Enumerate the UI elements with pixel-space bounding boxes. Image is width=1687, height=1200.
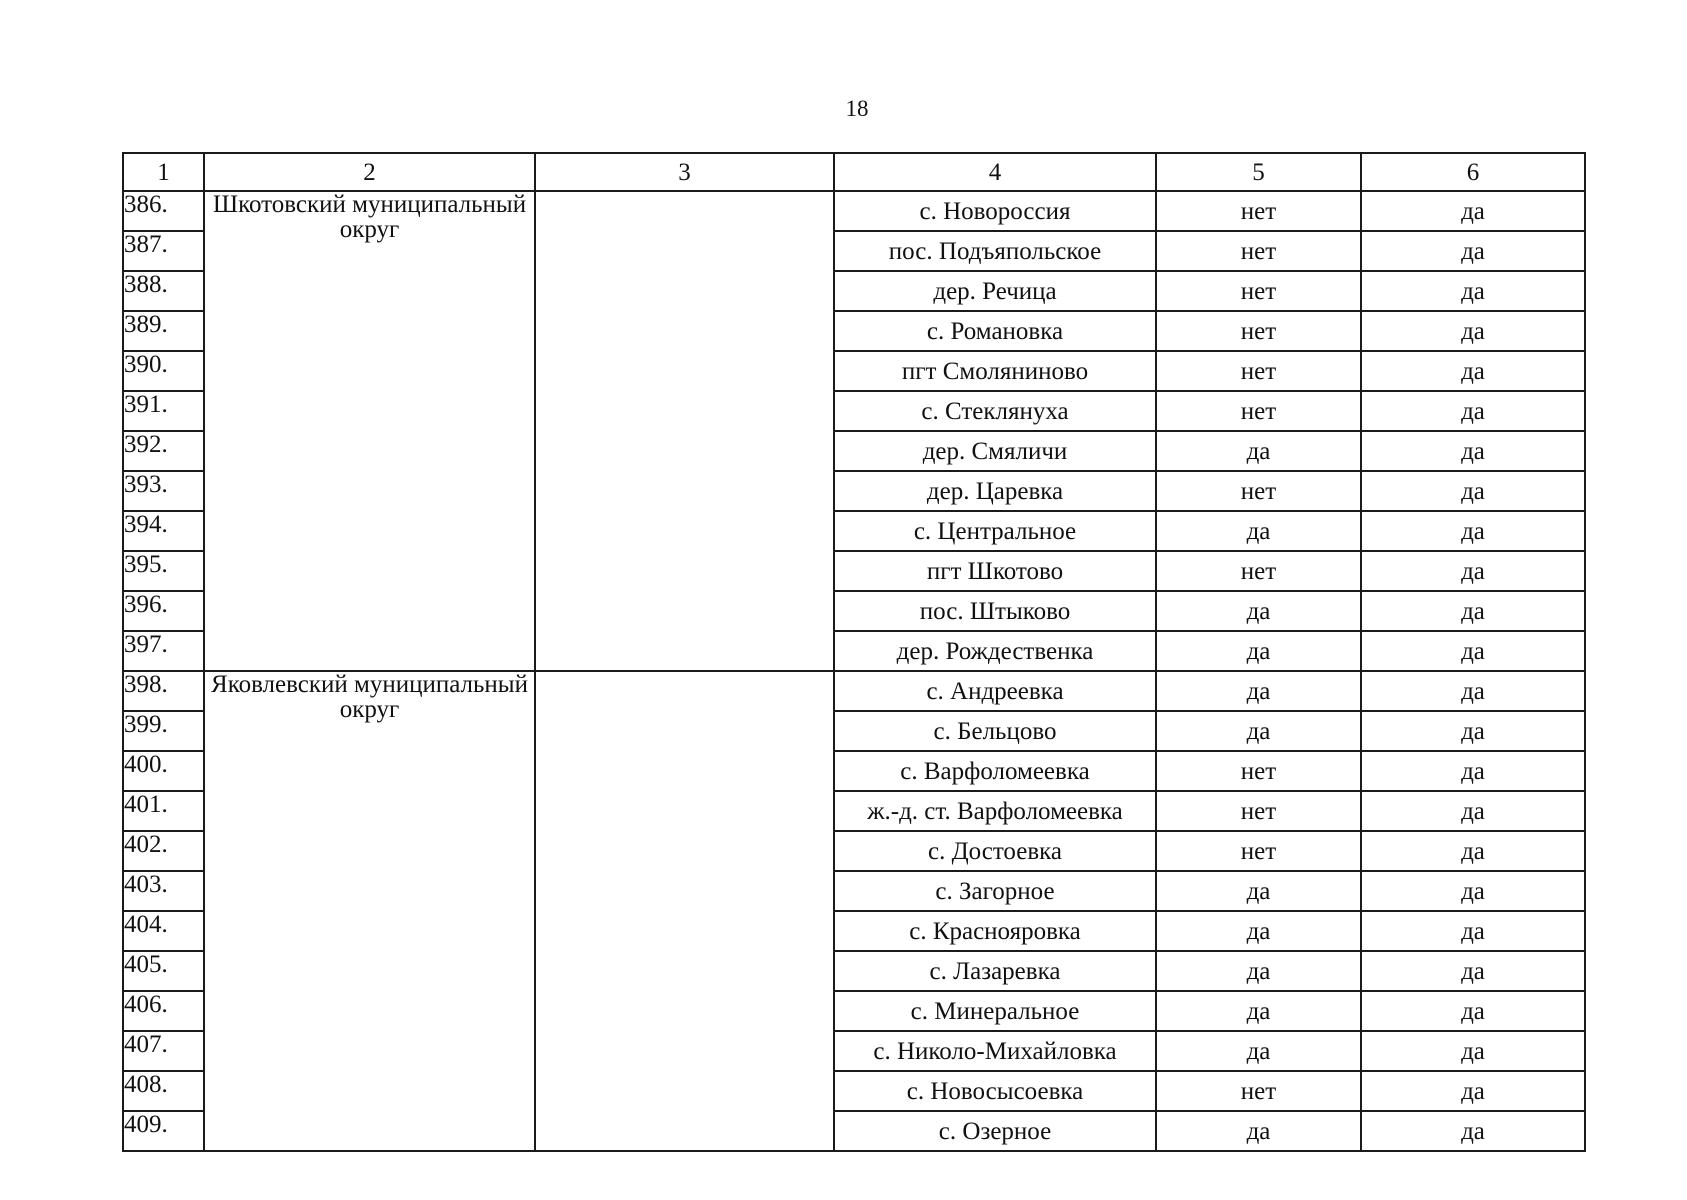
column-6-value: да: [1361, 1031, 1585, 1071]
column-6-value: да: [1361, 431, 1585, 471]
row-number: 396.: [123, 591, 204, 631]
settlement-name: с. Новосысоевка: [834, 1071, 1156, 1111]
settlement-name: пос. Штыково: [834, 591, 1156, 631]
table-row: [123, 671, 1585, 711]
page-number: 18: [845, 96, 869, 121]
settlement-name: с. Романовка: [834, 311, 1156, 351]
settlement-name: с. Лазаревка: [834, 951, 1156, 991]
column-5-value: да: [1156, 1031, 1361, 1071]
settlement-name: с. Варфоломеевка: [834, 751, 1156, 791]
column-5-value: нет: [1156, 791, 1361, 831]
column-5-value: да: [1156, 951, 1361, 991]
settlement-name: с. Бельцово: [834, 711, 1156, 751]
settlement-name: пос. Подъяпольское: [834, 231, 1156, 271]
column-5-value: нет: [1156, 191, 1361, 231]
column-5-value: нет: [1156, 1071, 1361, 1111]
column-6-value: да: [1361, 191, 1585, 231]
header-col-3: 3: [535, 153, 834, 191]
row-number: 386.: [123, 191, 204, 231]
column-6-value: да: [1361, 591, 1585, 631]
column-5-value: да: [1156, 631, 1361, 671]
column-5-value: нет: [1156, 391, 1361, 431]
settlements-table: [122, 152, 1586, 1152]
settlement-name: дер. Речица: [834, 271, 1156, 311]
settlement-name: дер. Рождественка: [834, 631, 1156, 671]
header-col-2: 2: [204, 153, 535, 191]
column-6-value: да: [1361, 471, 1585, 511]
header-col-5: 5: [1156, 153, 1361, 191]
empty-column-3: [535, 671, 834, 1151]
column-5-value: да: [1156, 991, 1361, 1031]
column-5-value: нет: [1156, 271, 1361, 311]
row-number: 399.: [123, 711, 204, 751]
table-body: [123, 191, 1585, 1151]
row-number: 401.: [123, 791, 204, 831]
column-5-value: да: [1156, 1111, 1361, 1151]
column-6-value: да: [1361, 271, 1585, 311]
column-5-value: нет: [1156, 751, 1361, 791]
settlement-name: ж.-д. ст. Варфоломеевка: [834, 791, 1156, 831]
column-5-value: нет: [1156, 831, 1361, 871]
row-number: 387.: [123, 231, 204, 271]
row-number: 403.: [123, 871, 204, 911]
row-number: 408.: [123, 1071, 204, 1111]
column-6-value: да: [1361, 991, 1585, 1031]
header-col-6: 6: [1361, 153, 1585, 191]
settlement-name: с. Стеклянуха: [834, 391, 1156, 431]
settlement-name: с. Андреевка: [834, 671, 1156, 711]
column-6-value: да: [1361, 951, 1585, 991]
column-6-value: да: [1361, 391, 1585, 431]
column-6-value: да: [1361, 791, 1585, 831]
column-5-value: да: [1156, 511, 1361, 551]
column-6-value: да: [1361, 831, 1585, 871]
row-number: 398.: [123, 671, 204, 711]
row-number: 397.: [123, 631, 204, 671]
column-5-value: да: [1156, 711, 1361, 751]
column-6-value: да: [1361, 511, 1585, 551]
header-col-4: 4: [834, 153, 1156, 191]
column-5-value: нет: [1156, 311, 1361, 351]
column-5-value: нет: [1156, 551, 1361, 591]
row-number: 391.: [123, 391, 204, 431]
column-5-value: нет: [1156, 471, 1361, 511]
row-number: 407.: [123, 1031, 204, 1071]
row-number: 395.: [123, 551, 204, 591]
settlement-name: с. Минеральное: [834, 991, 1156, 1031]
row-number: 402.: [123, 831, 204, 871]
settlement-name: с. Николо-Михайловка: [834, 1031, 1156, 1071]
column-5-value: нет: [1156, 231, 1361, 271]
settlement-name: с. Центральное: [834, 511, 1156, 551]
column-5-value: да: [1156, 591, 1361, 631]
row-number: 400.: [123, 751, 204, 791]
district-name: Яковлевский муниципальный округ: [204, 671, 535, 1151]
column-6-value: да: [1361, 351, 1585, 391]
settlement-name: с. Озерное: [834, 1111, 1156, 1151]
table-row: [123, 191, 1585, 231]
row-number: 404.: [123, 911, 204, 951]
settlement-name: с. Загорное: [834, 871, 1156, 911]
column-5-value: нет: [1156, 351, 1361, 391]
column-5-value: да: [1156, 871, 1361, 911]
district-name: Шкотовский муниципальный округ: [204, 191, 535, 671]
settlement-name: пгт Шкотово: [834, 551, 1156, 591]
table-header-row: [123, 153, 1585, 191]
column-6-value: да: [1361, 231, 1585, 271]
column-6-value: да: [1361, 311, 1585, 351]
row-number: 390.: [123, 351, 204, 391]
settlement-name: с. Новороссия: [834, 191, 1156, 231]
column-5-value: да: [1156, 431, 1361, 471]
column-6-value: да: [1361, 1071, 1585, 1111]
row-number: 394.: [123, 511, 204, 551]
header-col-1: 1: [123, 153, 204, 191]
settlement-name: с. Краснояровка: [834, 911, 1156, 951]
row-number: 389.: [123, 311, 204, 351]
settlement-name: дер. Царевка: [834, 471, 1156, 511]
column-6-value: да: [1361, 671, 1585, 711]
settlement-name: пгт Смоляниново: [834, 351, 1156, 391]
column-6-value: да: [1361, 1111, 1585, 1151]
column-6-value: да: [1361, 631, 1585, 671]
column-6-value: да: [1361, 911, 1585, 951]
row-number: 388.: [123, 271, 204, 311]
column-6-value: да: [1361, 751, 1585, 791]
empty-column-3: [535, 191, 834, 671]
row-number: 393.: [123, 471, 204, 511]
row-number: 405.: [123, 951, 204, 991]
column-5-value: да: [1156, 671, 1361, 711]
column-6-value: да: [1361, 711, 1585, 751]
row-number: 406.: [123, 991, 204, 1031]
column-6-value: да: [1361, 871, 1585, 911]
settlement-name: дер. Смяличи: [834, 431, 1156, 471]
column-5-value: да: [1156, 911, 1361, 951]
row-number: 392.: [123, 431, 204, 471]
row-number: 409.: [123, 1111, 204, 1151]
settlement-name: с. Достоевка: [834, 831, 1156, 871]
column-6-value: да: [1361, 551, 1585, 591]
